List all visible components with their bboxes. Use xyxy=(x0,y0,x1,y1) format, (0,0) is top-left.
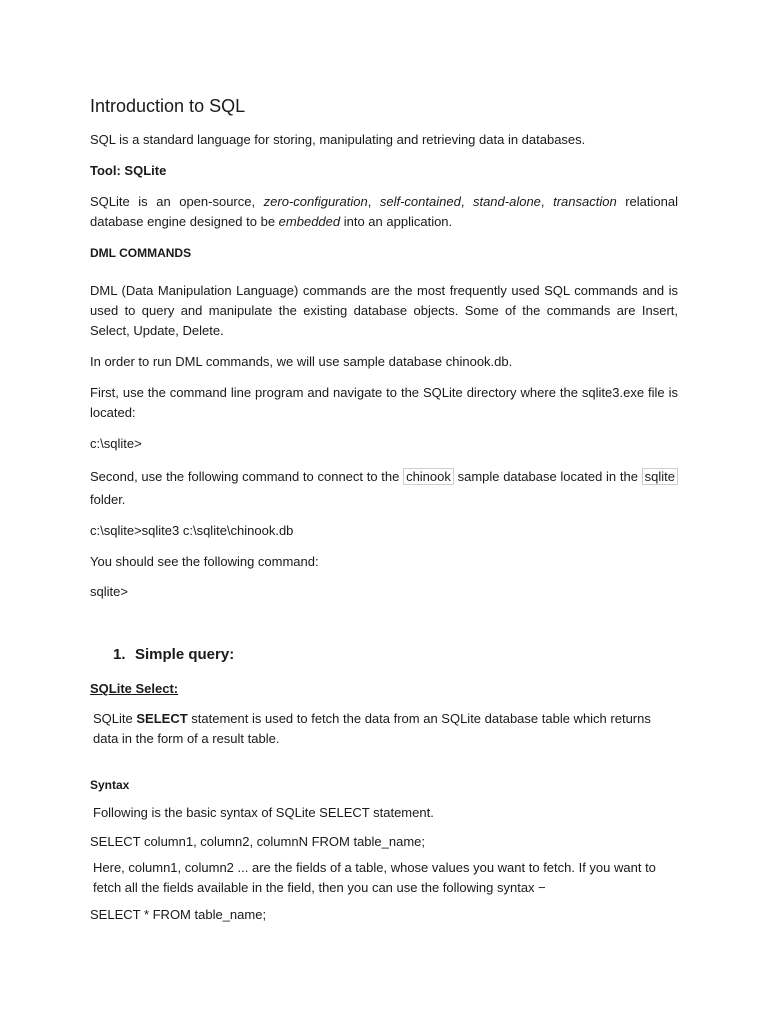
select-all-syntax: SELECT * FROM table_name; xyxy=(90,907,267,922)
dml-heading: DML COMMANDS xyxy=(90,246,192,260)
page-title: Introduction to SQL xyxy=(90,96,246,116)
section-number: 1. xyxy=(113,646,126,663)
command-directory: c:\sqlite> xyxy=(90,436,142,451)
chinook-term: chinook xyxy=(403,468,454,485)
first-step-paragraph: First, use the command line program and navigate to the SQLite directory where the sqlite3.exe file is located: xyxy=(90,385,678,420)
select-description: SQLite SELECT statement is used to fetch the data from an SQLite database table which returns data in the form of a result table. xyxy=(93,711,651,746)
basic-syntax-paragraph: Following is the basic syntax of SQLite SELECT statement. xyxy=(93,805,434,820)
sqlite-description: SQLite is an open-source, zero-configuration, self-contained, stand-alone, transaction relational database engine designed to be embedded into an application. xyxy=(90,194,678,229)
tool-heading: Tool: SQLite xyxy=(90,163,167,178)
syntax-line: SELECT column1, column2, columnN FROM table_name; xyxy=(90,834,426,849)
select-heading: SQLite Select: xyxy=(90,681,179,696)
should-see-paragraph: You should see the following command: xyxy=(90,554,319,569)
intro-paragraph: SQL is a standard language for storing, manipulating and retrieving data in databases. xyxy=(90,132,586,147)
dml-description: DML (Data Manipulation Language) commands are the most frequently used SQL commands and is used to query and manipulate the existing database objects. Some of the commands are Insert, Select, Update, Delete. xyxy=(90,283,678,338)
here-description: Here, column1, column2 ... are the fields of a table, whose values you want to fetch. If you want to fetch all the fields available in the field, then you can use the following syntax − xyxy=(93,860,656,895)
syntax-heading: Syntax xyxy=(90,778,130,792)
run-dml-paragraph: In order to run DML commands, we will use sample database chinook.db. xyxy=(90,354,513,369)
second-step-paragraph: Second, use the following command to connect to the chinook sample database located in the sqlite folder. xyxy=(90,465,678,511)
sqlite-prompt: sqlite> xyxy=(90,584,128,599)
command-connect: c:\sqlite>sqlite3 c:\sqlite\chinook.db xyxy=(90,523,294,538)
sqlite-term: sqlite xyxy=(642,468,678,485)
section-heading-simple-query: 1. Simple query: xyxy=(113,646,235,663)
